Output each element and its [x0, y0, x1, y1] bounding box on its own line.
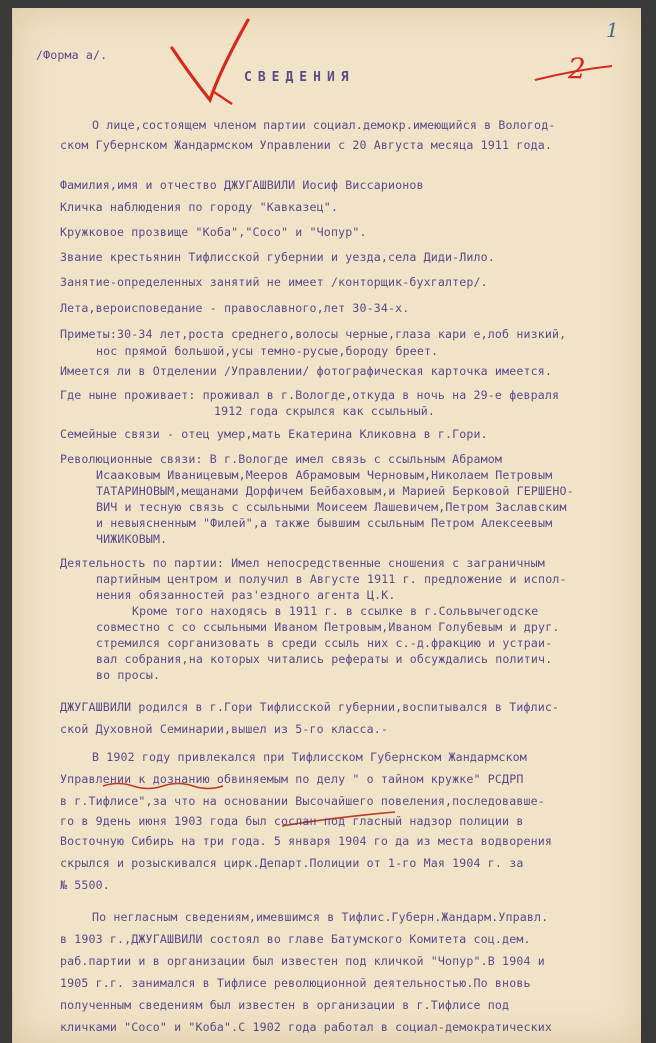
red-slash-mark: [214, 92, 232, 104]
text-line: 1905 г.г. занимался в Тифлисе революционной деятельностью.По вновь: [60, 976, 531, 990]
text-line: скрылся и розыскивался цирк.Департ.Полиции от 1-го Мая 1904 г. за: [60, 856, 524, 870]
text-line: Исааковым Иваницевым,Мееров Абрамовым Черновым,Николаем Петровым: [96, 468, 553, 482]
text-line: Где ныне проживает: проживал в г.Вологде,откуда в ночь на 29-е февраля: [60, 388, 560, 402]
text-line: ЧИЖИКОВЫМ.: [96, 532, 168, 546]
text-line: Семейные связи - отец умер,мать Екатерина Кликовна в г.Гори.: [60, 427, 488, 441]
text-line: совместно с со ссыльными Иваном Петровым,Иваном Голубевым и друг.: [96, 620, 560, 634]
text-line: нос прямой большой,усы темно-русые,бороду бреет.: [96, 344, 439, 358]
text-line: О лице,состоящем членом партии социал.демокр.имеющийся в Вологод-: [92, 118, 556, 132]
text-line: Кроме того находясь в 1911 г. в ссылке в г.Сольвычегодске: [132, 604, 539, 618]
text-line: Фамилия,имя и отчество ДЖУГАШВИЛИ Иосиф Виссарионов: [60, 178, 424, 192]
text-line: По негласным сведениям,имевшимся в Тифлис.Губерн.Жандарм.Управл.: [92, 910, 549, 924]
text-line: в г.Тифлисе",за что на основании Высочайшего повеления,последовавше-: [60, 794, 545, 808]
text-line: ской Духовной Семинарии,вышел из 5-го класса.-: [60, 722, 388, 736]
text-line: В 1902 году привлекался при Тифлисском Губернском Жандармском: [92, 750, 527, 764]
text-line: Лета,вероисповедание - православного,лет 30-34-х.: [60, 301, 410, 315]
text-line: полученным сведениям был известен в организации в г.Тифлисе под: [60, 998, 510, 1012]
text-line: во просы.: [96, 668, 161, 682]
text-line: вал собрания,на которых читались рефераты и обсуждались политич.: [96, 652, 553, 666]
text-line: в 1903 г.,ДЖУГАШВИЛИ состоял во главе Батумского Комитета соц.дем.: [60, 932, 531, 946]
text-line: стремился сорганизовать в среди ссыль них с.-д.фракцию и устраи-: [96, 636, 553, 650]
text-line: Деятельность по партии: Имел непосредственные сношения с заграничным: [60, 556, 545, 570]
text-line: го в 9день июня 1903 года был сослан под гласный надзор полиции в: [60, 814, 524, 828]
text-line: Управлении к дознанию обвиняемым по делу " о тайном кружке" РСДРП: [60, 772, 524, 786]
text-line: Звание крестьянин Тифлисской губернии и уезда,села Диди-Лило.: [60, 250, 495, 264]
text-line: Кружковое прозвище "Коба","Сосо" и "Чопур".: [60, 225, 367, 239]
form-label: /Форма а/.: [36, 48, 108, 62]
text-line: раб.партии и в организации был известен под кличкой "Чопур".В 1904 и: [60, 954, 545, 968]
text-line: ВИЧ и тесную связь с ссыльными Моисеем Лашевичем,Петром Заславским: [96, 500, 567, 514]
text-line: 1912 года скрылся как ссыльный.: [214, 404, 436, 418]
red-page-number: 2: [568, 52, 586, 85]
text-line: ТАТАРИНОВЫМ,мещанами Дорфичем Бейбаховым,и Марией Берковой ГЕРШЕНО-: [96, 484, 574, 498]
text-line: Восточную Сибирь на три года. 5 января 1904 го да из места водворения: [60, 834, 552, 848]
text-line: ском Губернском Жандармском Управлении с 20 Августа месяца 1911 года.: [60, 138, 552, 152]
text-line: Кличка наблюдения по городу "Кавказец".: [60, 200, 339, 214]
archive-page-number: 1: [606, 18, 619, 42]
text-line: Имеется ли в Отделении /Управлении/ фотографическая карточка имеется.: [60, 364, 552, 378]
text-line: и невыясненным "Филей",а также бывшим ссыльным Петром Алексеевым: [96, 516, 553, 530]
text-line: Революционные связи: В г.Вологде имел связь с ссыльным Абрамом: [60, 452, 503, 466]
document-title: СВЕДЕНИЯ: [244, 70, 355, 85]
text-line: партийным центром и получил в Августе 1911 г. предложение и испол-: [96, 572, 567, 586]
text-line: № 5500.: [60, 878, 110, 892]
red-checkmark: [172, 20, 248, 100]
text-line: Занятие-определенных занятий не имеет /конторщик-бухгалтер/.: [60, 275, 488, 289]
text-line: ДЖУГАШВИЛИ родился в г.Гори Тифлисской губернии,воспитывался в Тифлис-: [60, 700, 560, 714]
text-line: Приметы:30-34 лет,роста среднего,волосы черные,глаза кари е,лоб низкий,: [60, 327, 567, 341]
text-line: кличками "Сосо" и "Коба".С 1902 года работал в социал-демократических: [60, 1020, 552, 1034]
text-line: нения обязанностей раз'ездного агента Ц.К.: [96, 588, 396, 602]
